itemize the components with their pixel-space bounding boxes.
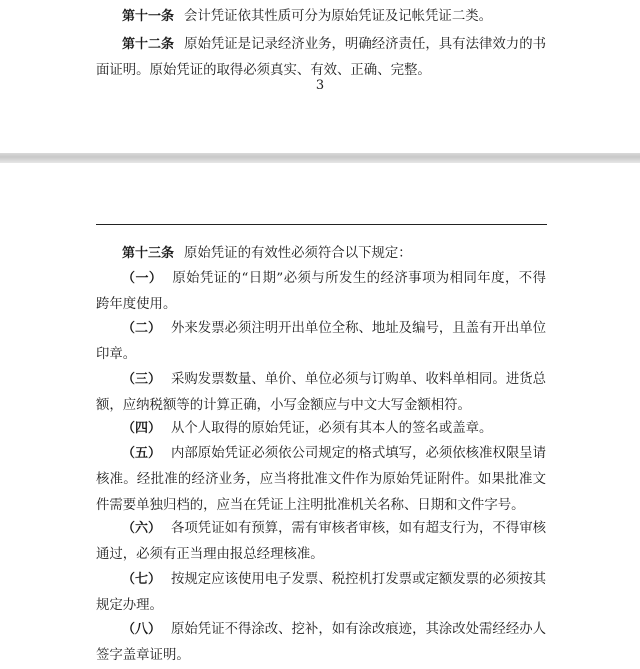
article-13: [96, 241, 546, 267]
list-item-label: （二）: [122, 321, 162, 336]
list-item: [96, 416, 546, 442]
list-item-label: （四）: [122, 421, 162, 436]
article-11: [96, 4, 546, 30]
list-item-text: 内部原始凭证必须依公司规定的格式填写，必须依核准权限呈请核准。经批准的经济业务，应当将批准文件作为原始凭证附件。如果批准文件需要单独归档的，应当在凭证上注明批准机关名称、日期和文件字号。: [96, 446, 546, 513]
list-item-label: （八）: [122, 622, 162, 637]
header-rule: [96, 224, 547, 225]
list-item-text: 外来发票必须注明开出单位全称、地址及编号，且盖有开出单位印章。: [96, 321, 546, 362]
article-12-label: 第十二条: [122, 37, 175, 52]
list-item: [96, 617, 546, 669]
list-item: [96, 567, 546, 619]
list-item-label: （七）: [122, 572, 162, 587]
list-item: [96, 316, 546, 368]
list-item-text: 原始凭证不得涂改、挖补，如有涂改痕迹，其涂改处需经经办人签字盖章证明。: [96, 622, 546, 663]
list-item-label: （一）: [122, 271, 163, 286]
list-item: [96, 516, 546, 568]
article-13-label: 第十三条: [122, 246, 175, 261]
page-number: 3: [315, 78, 325, 93]
list-item: [96, 367, 546, 419]
list-item: [96, 266, 546, 318]
article-11-text: 会计凭证依其性质可分为原始凭证及记帐凭证二类。: [184, 9, 492, 24]
article-13-text: 原始凭证的有效性必须符合以下规定：: [184, 246, 412, 261]
list-item-text: 原始凭证的“日期”必须与所发生的经济事项为相同年度，不得跨年度使用。: [96, 271, 546, 312]
list-item-text: 采购发票数量、单价、单位必须与订购单、收料单相同。进货总额，应纳税额等的计算正确，小写金额应与中文大写金额相符。: [96, 372, 546, 413]
list-item-text: 各项凭证如有预算，需有审核者审核，如有超支行为，不得审核通过，必须有正当理由报总经理核准。: [96, 521, 546, 562]
list-item-label: （三）: [122, 372, 162, 387]
list-item-label: （六）: [122, 521, 162, 536]
page-separator: [0, 153, 640, 163]
list-item-text: 按规定应该使用电子发票、税控机打发票或定额发票的必须按其规定办理。: [96, 572, 546, 613]
article-11-label: 第十一条: [122, 9, 175, 24]
article-12-text: 原始凭证是记录经济业务，明确经济责任，具有法律效力的书面证明。原始凭证的取得必须真实、有效、正确、完整。: [96, 37, 546, 78]
list-item-text: 从个人取得的原始凭证，必须有其本人的签名或盖章。: [171, 421, 493, 436]
list-item: [96, 441, 546, 519]
list-item-label: （五）: [122, 446, 162, 461]
